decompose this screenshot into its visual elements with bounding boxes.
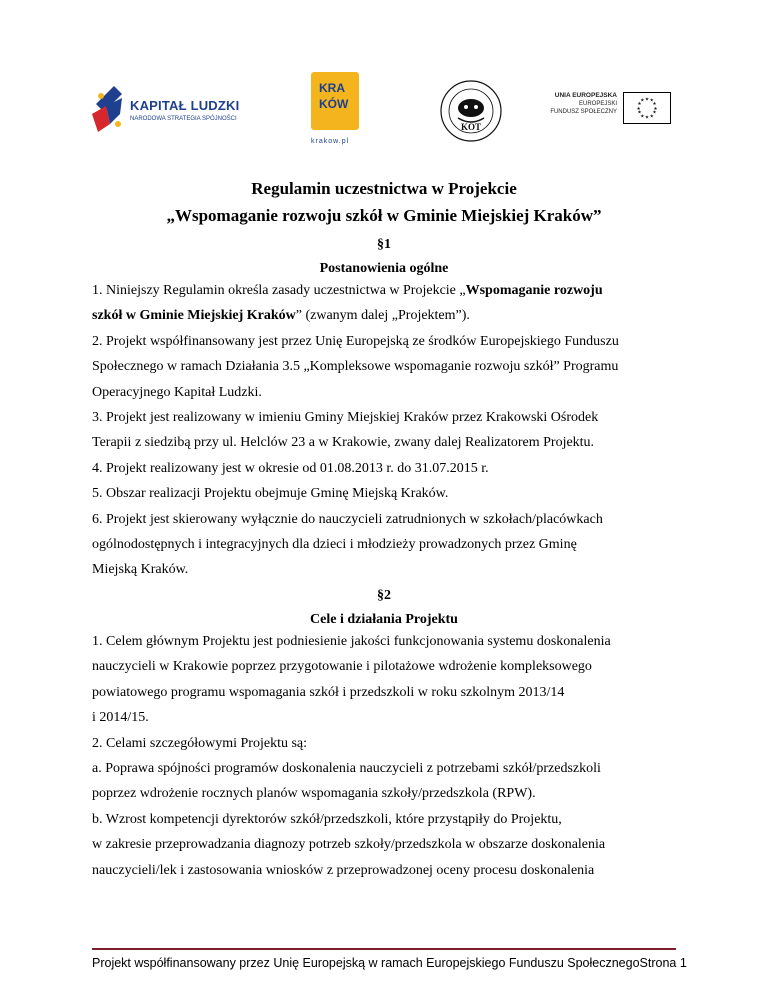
svg-text:★: ★ — [644, 97, 650, 103]
text-line: a. Poprawa spójności programów doskonalenia nauczycieli z potrzebami szkół/przedszkoli — [92, 760, 601, 776]
text-run: Miejską Kraków. — [92, 562, 189, 578]
ue-logo-line1: UNIA EUROPEJSKA — [554, 92, 617, 99]
text-line — [92, 278, 676, 303]
kot-seal-icon — [438, 78, 504, 144]
svg-text:★: ★ — [644, 115, 650, 121]
svg-text:★: ★ — [637, 110, 642, 116]
krakow-logo-line1: KRA — [319, 81, 345, 95]
text-line — [92, 329, 676, 354]
svg-text:★: ★ — [652, 110, 657, 116]
ue-logo-line2: EUROPEJSKI — [578, 101, 617, 107]
text-line — [92, 303, 676, 328]
krakow-logo — [305, 72, 367, 154]
section-1-heading: Postanowienia ogólne — [319, 261, 449, 276]
page-number: Strona 1 — [639, 956, 687, 970]
svg-text:★: ★ — [649, 114, 654, 120]
text-line: 1. Celem głównym Projektu jest podniesienie jakości funkcjonowania systemu doskonalenia — [92, 633, 611, 649]
section-1-sign: §1 — [377, 237, 391, 252]
eu-flag-icon — [623, 92, 671, 124]
svg-text:★: ★ — [636, 106, 641, 112]
svg-text:★: ★ — [640, 114, 645, 120]
text-run: ogólnodostępnych i integracyjnych dla dzieci i młodzieży prowadzonych przez Gminę — [92, 537, 577, 553]
text-line: 2. Celami szczegółowymi Projektu są: — [92, 735, 308, 751]
krakow-logo-url: krakow.pl — [311, 138, 350, 145]
svg-text:★: ★ — [649, 98, 654, 104]
kapital-ludzki-flag-icon — [92, 84, 126, 134]
text-line: nauczycieli w Krakowie poprzez przygotowanie i pilotażowe wdrożenie kompleksowego — [92, 659, 592, 675]
section-2-sign: §2 — [377, 587, 391, 603]
text-run: 6. Projekt jest skierowany wyłącznie do nauczycieli zatrudnionych w szkołach/placówkach — [92, 511, 603, 527]
text-line — [92, 380, 676, 405]
section-1-body — [92, 278, 676, 583]
svg-text:★: ★ — [637, 102, 642, 108]
kot-logo — [438, 78, 504, 144]
text-line: i 2014/15. — [92, 710, 149, 726]
krakow-logo-line2: KÓW — [319, 97, 349, 111]
text-line — [92, 456, 676, 481]
kot-logo-text: KOT — [460, 122, 482, 132]
regulation-document — [92, 174, 676, 883]
text-line: nauczycieli/lek i zastosowania wniosków z przeprowadzonej oceny procesu doskonalenia — [92, 862, 595, 878]
text-line — [92, 405, 676, 430]
text-run: Operacyjnego Kapitał Ludzki. — [92, 384, 262, 400]
ue-logo-line3: FUNDUSZ SPOŁECZNY — [550, 109, 617, 115]
text-run: Wspomaganie rozwoju — [465, 283, 603, 298]
logo-bar — [0, 72, 768, 162]
text-run: 1. Niniejszy Regulamin określa zasady uczestnictwa w Projekcie „ — [92, 283, 466, 298]
footer-rule — [92, 948, 676, 950]
text-line — [92, 507, 676, 532]
text-line: poprzez wdrożenie rocznych planów wspomagania szkoły/przedszkola (RPW). — [92, 786, 536, 802]
svg-text:★: ★ — [640, 98, 645, 104]
text-line: b. Wzrost kompetencji dyrektorów szkół/przedszkoli, które przystąpiły do Projektu, — [92, 811, 562, 827]
text-run: 2. Projekt współfinansowany jest przez Unię Europejską ze środków Europejskiego Funduszu — [92, 333, 619, 349]
document-title: Regulamin uczestnictwa w Projekcie — [251, 179, 517, 198]
kapital-ludzki-logo — [92, 84, 252, 136]
svg-text:★: ★ — [653, 106, 658, 112]
kapital-ludzki-title: KAPITAŁ LUDZKI — [130, 98, 240, 113]
section-2-body — [92, 629, 676, 883]
text-run: 5. Obszar realizacji Projektu obejmuje Gminę Miejską Kraków. — [92, 486, 449, 502]
text-run: Terapii z siedzibą przy ul. Helclów 23 a w Krakowie, zwany dalej Realizatorem Projektu. — [92, 435, 595, 451]
text-line: powiatowego programu wspomagania szkół i przedszkoli w roku szkolnym 2013/14 — [92, 684, 565, 700]
text-run: 4. Projekt realizowany jest w okresie od 01.08.2013 r. do 31.07.2015 r. — [92, 460, 489, 476]
section-2-heading: Cele i działania Projektu — [310, 611, 458, 627]
text-run: 3. Projekt jest realizowany w imieniu Gminy Miejskiej Kraków przez Krakowski Ośrodek — [92, 410, 599, 426]
text-run: ” (zwanym dalej „Projektem”). — [295, 308, 470, 324]
text-line — [92, 532, 676, 557]
text-run: szkół w Gminie Miejskiej Kraków — [92, 308, 296, 324]
text-run: Społecznego w ramach Działania 3.5 „Kompleksowe wspomaganie rozwoju szkół” Programu — [92, 359, 619, 375]
text-line — [92, 557, 676, 582]
footer-text: Projekt współfinansowany przez Unię Europejską w ramach Europejskiego Funduszu Społecznego — [92, 956, 640, 970]
text-line — [92, 354, 676, 379]
project-name-title: „Wspomaganie rozwoju szkół w Gminie Miejskiej Kraków” — [166, 206, 602, 225]
kapital-ludzki-subtitle: NARODOWA STRATEGIA SPÓJNOŚCI — [130, 116, 237, 122]
page-footer — [92, 956, 712, 970]
ue-logo-text — [550, 92, 617, 116]
text-line: w zakresie przeprowadzania diagnozy potrzeb szkoły/przedszkola w obszarze doskonalenia — [92, 837, 606, 853]
krakow-logo-box — [311, 72, 359, 130]
ue-logo — [550, 92, 671, 136]
svg-text:★: ★ — [652, 102, 657, 108]
text-line — [92, 481, 676, 506]
text-line — [92, 430, 676, 455]
